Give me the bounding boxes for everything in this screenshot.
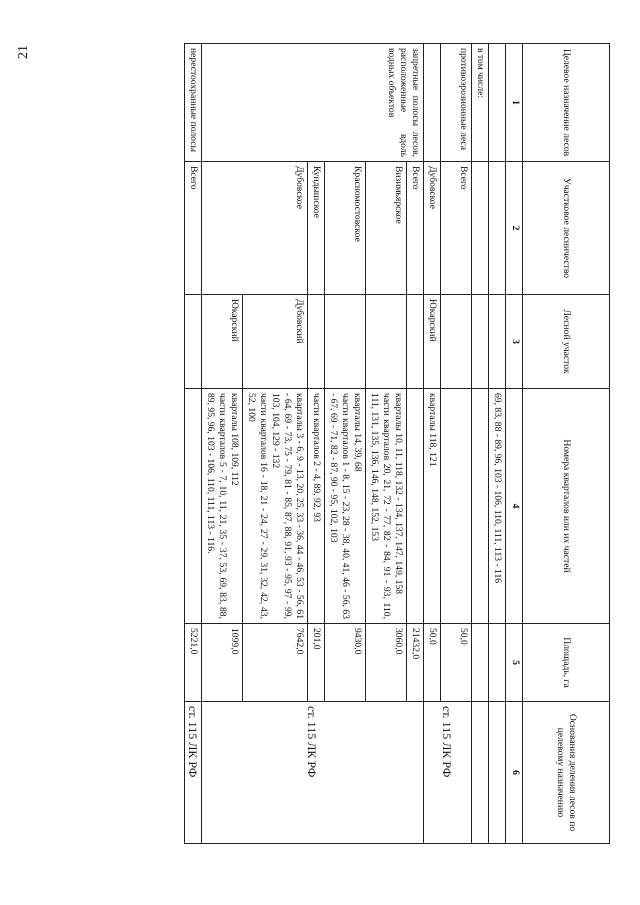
grounds-cell — [489, 702, 506, 844]
quarters-cell: кварталы 3 - 6, 9 - 13, 20, 25, 33 - 36, 44 - 46, 53 - 56, 61 - 64, 69 - 73, 75 - 79, 81 - 85, 87, 88, 91, 93 - 95, 97 - 99, 103, 104, 129 - 132 части кварталов 16 - 18, 21 - 24, 27 - 29, 31, 32, 42, 43, 52, 100 — [243, 389, 308, 624]
column-number: 5 — [506, 624, 523, 702]
header-purpose: Целевое назначение лесов — [523, 44, 610, 162]
forest-site-cell — [366, 295, 407, 389]
table-row — [407, 44, 424, 844]
forest-site-cell: Юкарский — [424, 295, 441, 389]
forest-site-cell — [185, 295, 202, 389]
district-cell: Кундышское — [308, 162, 325, 295]
table-row — [441, 44, 472, 844]
column-number: 6 — [506, 702, 523, 844]
purpose-cell — [424, 44, 441, 162]
district-cell: Всего — [407, 162, 424, 295]
area-cell: 5221,0 — [185, 624, 202, 702]
column-number-row — [506, 44, 523, 844]
forest-site-cell — [407, 295, 424, 389]
table-row — [472, 44, 489, 844]
area-cell: 9430,0 — [325, 624, 366, 702]
quarters-cell: 69, 83, 88 - 89, 96, 103 - 106, 110, 111, 113 - 116 — [489, 389, 506, 624]
area-cell — [472, 624, 489, 702]
district-cell — [472, 162, 489, 295]
quarters-cell: части кварталов 2 - 4, 89, 92, 93 — [308, 389, 325, 624]
grounds-cell — [472, 702, 489, 844]
grounds-cell: ст. 115 ЛК РФ — [202, 702, 424, 844]
area-cell: 1099,0 — [202, 624, 243, 702]
purpose-cell: нерестоохранные полосы — [185, 44, 202, 162]
rotated-table-container — [50, 43, 610, 843]
table-row — [185, 44, 202, 844]
district-cell: Визимьярское — [366, 162, 407, 295]
column-number: 2 — [506, 162, 523, 295]
header-forest-site: Лесной участок — [523, 295, 610, 389]
quarters-cell: кварталы 14, 39, 68 части кварталов 1 - 8, 15 - 23, 28 - 38, 40, 41, 46 - 56, 63 - 67, 69 - 71, 82 - 87, 90 - 95, 102, 103 — [325, 389, 366, 624]
header-grounds: Основания деления лесов по целевому назначению — [523, 702, 610, 844]
table-row — [489, 44, 506, 844]
area-cell — [489, 624, 506, 702]
quarters-cell: кварталы 118, 121 — [424, 389, 441, 624]
quarters-cell — [441, 389, 472, 624]
purpose-cell: запретные полосы лесов, расположенные вдоль водных объектов — [202, 44, 424, 162]
header-quarters: Номера кварталов или их частей — [523, 389, 610, 624]
column-number: 3 — [506, 295, 523, 389]
grounds-cell: ст. 115 ЛК РФ — [424, 702, 472, 844]
forest-site-cell — [325, 295, 366, 389]
page-number: 21 — [16, 45, 31, 59]
district-cell — [489, 162, 506, 295]
column-number: 1 — [506, 44, 523, 162]
forest-purpose-table — [184, 43, 610, 844]
forest-site-cell — [441, 295, 472, 389]
quarters-cell: кварталы 10, 11, 118, 132 - 134, 137, 147, 149, 158 части кварталов 20, 21, 72 - 77, 82 - 84, 91 - 93, 110, 111, 131, 135, 136, 146, 148, 152, 153 — [366, 389, 407, 624]
quarters-cell — [472, 389, 489, 624]
forest-site-cell — [308, 295, 325, 389]
quarters-cell — [407, 389, 424, 624]
area-cell: 21432,0 — [407, 624, 424, 702]
district-cell: Всего — [185, 162, 202, 295]
purpose-cell — [489, 44, 506, 162]
forest-site-cell: Юкарский — [202, 295, 243, 389]
header-row — [523, 44, 610, 844]
district-cell: Дубовское — [202, 162, 308, 295]
purpose-cell: противоэрозионные леса — [441, 44, 472, 162]
quarters-cell: кварталы 108, 109, 112 части кварталов 5 - 7, 10, 11, 21, 35 - 37, 53, 69, 83, 88, 89, 95, 96, 103 - 106, 110, 111, 113 - 116. — [202, 389, 243, 624]
district-cell: Дубовское — [424, 162, 441, 295]
area-cell: 50,0 — [424, 624, 441, 702]
header-area: Площадь, га — [523, 624, 610, 702]
forest-site-cell: Дубовский — [243, 295, 308, 389]
area-cell: 3060,0 — [366, 624, 407, 702]
column-number: 4 — [506, 389, 523, 624]
purpose-cell: в том числе: — [472, 44, 489, 162]
district-cell: Красномостовское — [325, 162, 366, 295]
area-cell: 201,0 — [308, 624, 325, 702]
header-district: Участковое лесничество — [523, 162, 610, 295]
quarters-cell — [185, 389, 202, 624]
forest-site-cell — [472, 295, 489, 389]
district-cell: Всего — [441, 162, 472, 295]
area-cell: 7642,0 — [243, 624, 308, 702]
forest-site-cell — [489, 295, 506, 389]
area-cell: 50,0 — [441, 624, 472, 702]
grounds-cell: ст. 115 ЛК РФ — [185, 702, 202, 844]
